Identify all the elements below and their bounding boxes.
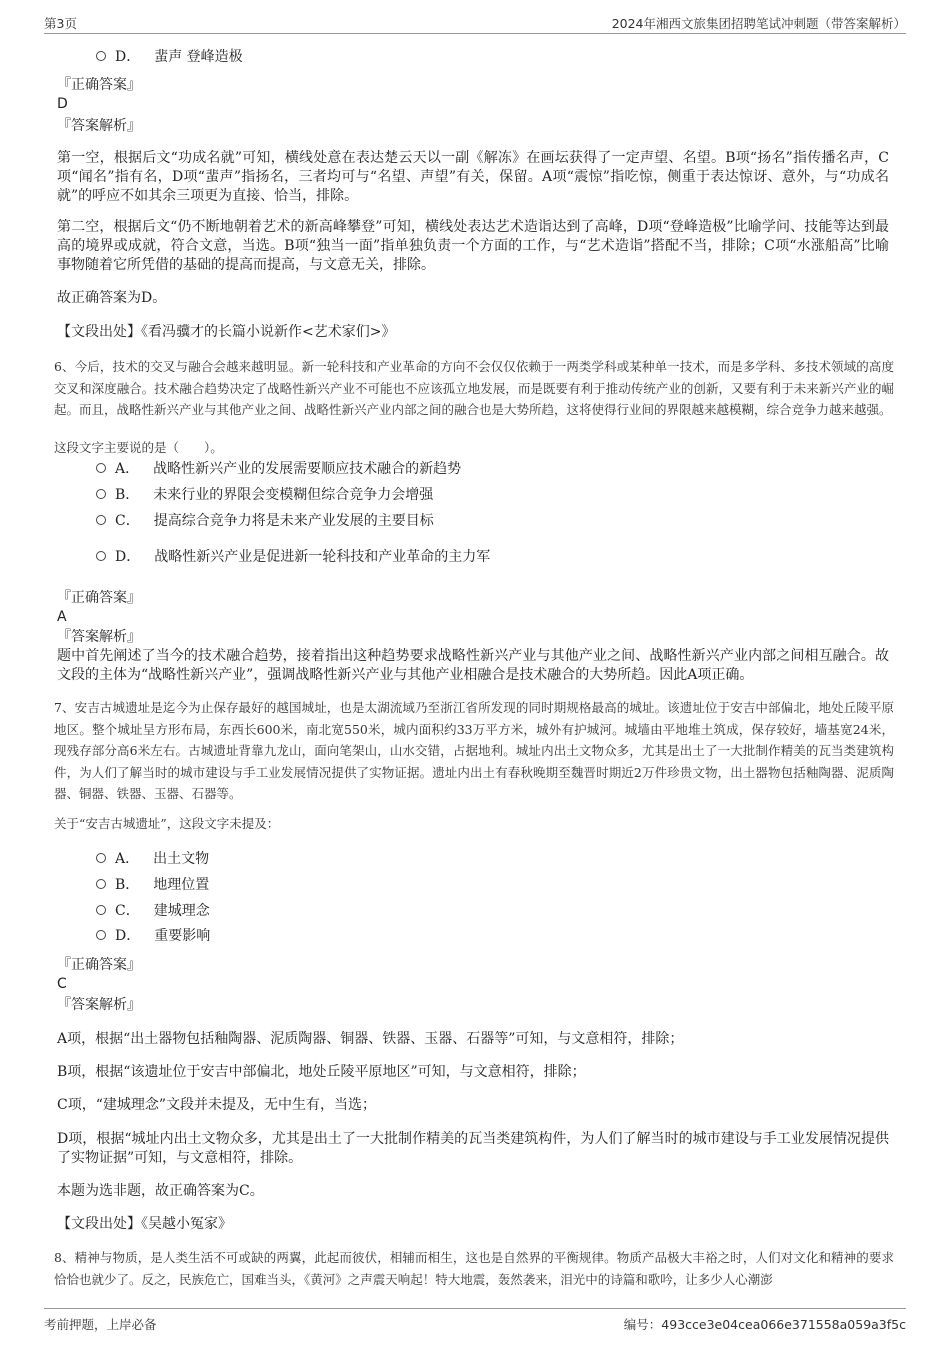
radio-icon[interactable]	[96, 905, 106, 915]
footer-slogan: 考前押题，上岸必备	[44, 1317, 157, 1332]
analysis-label: 『答案解析』	[57, 118, 141, 134]
q5-analysis-3: 故正确答案为D。	[57, 290, 167, 306]
radio-icon[interactable]	[96, 51, 106, 61]
page-footer	[44, 1308, 906, 1338]
radio-icon[interactable]	[96, 463, 106, 473]
analysis-label: 『答案解析』	[57, 629, 141, 645]
q6-analysis: 题中首先阐述了当今的技术融合趋势，接着指出这种趋势要求战略性新兴产业与其他产业之间、战略性新兴产业内部之间相互融合。故文段的主体为“战略性新兴产业”，强调战略性新兴产业与其他产业相融合是技术融合的大势所趋。因此A项正确。	[57, 648, 889, 683]
q5-answer: D	[57, 96, 68, 112]
radio-icon[interactable]	[96, 551, 106, 561]
q7-analysis-c: C项，“建城理念”文段并未提及，无中生有，当选；	[57, 1097, 377, 1113]
q7-option-d[interactable]: D． 重要影响	[96, 926, 210, 946]
q7-question: 关于“安吉古城遗址”，这段文字未提及：	[54, 816, 280, 831]
q5-analysis-1: 第一空，根据后文“功成名就”可知，横线处意在表达楚云天以一副《解冻》在画坛获得了一定声望、名望。B项“扬名”指传播名声，C项“闻名”指有名，D项“蜚声”指扬名，三者均可与“名望、声望”有关，保留。A项“震惊”指吃惊，侧重于表达惊讶、意外，与“功成名就”的呼应不如其余三项更为直接、恰当，排除。	[57, 150, 889, 204]
answer-label: 『正确答案』	[57, 590, 141, 606]
q7-analysis-b: B项，根据“该遗址位于安吉中部偏北，地处丘陵平原地区”可知，与文意相符，排除；	[57, 1064, 586, 1080]
radio-icon[interactable]	[96, 515, 106, 525]
q6-option-b[interactable]: B． 未来行业的界限会变模糊但综合竞争力会增强	[96, 485, 433, 505]
q8-stem: 8、精神与物质，是人类生活不可或缺的两翼，此起而彼伏，相辅而相生，这也是自然界的平衡规律。物质产品极大丰裕之时，人们对文化和精神的要求恰恰也就少了。反之，民族危亡，国难当头，《黄河》之声震天响起！特大地震，轰然袭来，泪光中的诗篇和歌吟，让多少人心潮澎	[54, 1250, 894, 1287]
q7-option-c[interactable]: C． 建城理念	[96, 901, 210, 921]
q5-option-d[interactable]: D． 蜚声 登峰造极	[96, 47, 243, 67]
q7-source: 【文段出处】《吴越小冤家》	[57, 1216, 232, 1232]
document-code: 编号：493cce3e04cea066e371558a059a3f5c	[623, 1317, 906, 1332]
radio-icon[interactable]	[96, 853, 106, 863]
q5-source: 【文段出处】《看冯骥才的长篇小说新作<艺术家们>》	[57, 324, 396, 340]
q5-analysis-2: 第二空，根据后文“仍不断地朝着艺术的新高峰攀登”可知，横线处表达艺术造诣达到了高峰，D项“登峰造极”比喻学问、技能等达到最高的境界或成就，符合文意，当选。B项“独当一面”指单独负责一个方面的工作，与“艺术造诣”搭配不当，排除；C项“水涨船高”比喻事物随着它所凭借的基础的提高而提高，与文意无关，排除。	[57, 219, 889, 273]
answer-label: 『正确答案』	[57, 957, 141, 973]
q6-option-c[interactable]: C． 提高综合竞争力将是未来产业发展的主要目标	[96, 511, 434, 531]
document-title: 2024年湘西文旅集团招聘笔试冲刺题（带答案解析）	[611, 16, 906, 31]
analysis-label: 『答案解析』	[57, 997, 141, 1013]
page-number: 第3页	[44, 16, 77, 31]
page-header	[44, 12, 906, 34]
answer-label: 『正确答案』	[57, 77, 141, 93]
q7-analysis-d: D项，根据“城址内出土文物众多，尤其是出土了一大批制作精美的瓦当类建筑构件，为人们了解当时的城市建设与手工业发展情况提供了实物证据”可知，与文意相符，排除。	[57, 1131, 889, 1166]
q7-analysis-a: A项，根据“出土器物包括釉陶器、泥质陶器、铜器、铁器、玉器、石器等”可知，与文意相符，排除；	[57, 1031, 684, 1047]
radio-icon[interactable]	[96, 879, 106, 889]
radio-icon[interactable]	[96, 489, 106, 499]
q6-answer: A	[57, 609, 67, 625]
q6-option-a[interactable]: A． 战略性新兴产业的发展需要顺应技术融合的新趋势	[96, 459, 461, 479]
q6-option-d[interactable]: D． 战略性新兴产业是促进新一轮科技和产业革命的主力军	[96, 547, 490, 567]
q6-stem: 6、今后，技术的交叉与融合会越来越明显。新一轮科技和产业革命的方向不会仅仅依赖于一两类学科或某种单一技术，而是多学科、多技术领域的高度交叉和深度融合。技术融合趋势决定了战略性新兴产业不可能也不应该孤立地发展，而是既要有利于推动传统产业的创新，又要有利于未来新兴产业的崛起。而且，战略性新兴产业与其他产业之间、战略性新兴产业内部之间的融合也是大势所趋，这将使得行业间的界限越来越模糊，综合竞争力越来越强。	[54, 359, 894, 417]
radio-icon[interactable]	[96, 930, 106, 940]
q7-option-b[interactable]: B． 地理位置	[96, 875, 209, 895]
q7-stem: 7、安吉古城遗址是迄今为止保存最好的越国城址，也是太湖流域乃至浙江省所发现的同时期规格最高的城址。该遗址位于安吉中部偏北，地处丘陵平原地区。整个城址呈方形布局，东西长600米，南北宽550米，城内面积约33万平方米，城外有护城河。城墙由平地堆土筑成，保存较好，墙基宽24米，现残存部分高6米左右。古城遗址背靠九龙山，面向笔架山，山水交错，占据地利。城址内出土文物众多，尤其是出土了一大批制作精美的瓦当类建筑构件，为人们了解当时的城市建设与手工业发展情况提供了实物证据。遗址内出土有春秋晚期至魏晋时期近2万件珍贵文物，出土器物包括釉陶器、泥质陶器、铜器、铁器、玉器、石器等。	[54, 700, 894, 801]
q6-question: 这段文字主要说的是（ ）。	[54, 440, 223, 455]
q7-option-a[interactable]: A． 出土文物	[96, 849, 209, 869]
q7-analysis-conclusion: 本题为选非题，故正确答案为C。	[57, 1183, 264, 1199]
q7-answer: C	[57, 976, 67, 992]
